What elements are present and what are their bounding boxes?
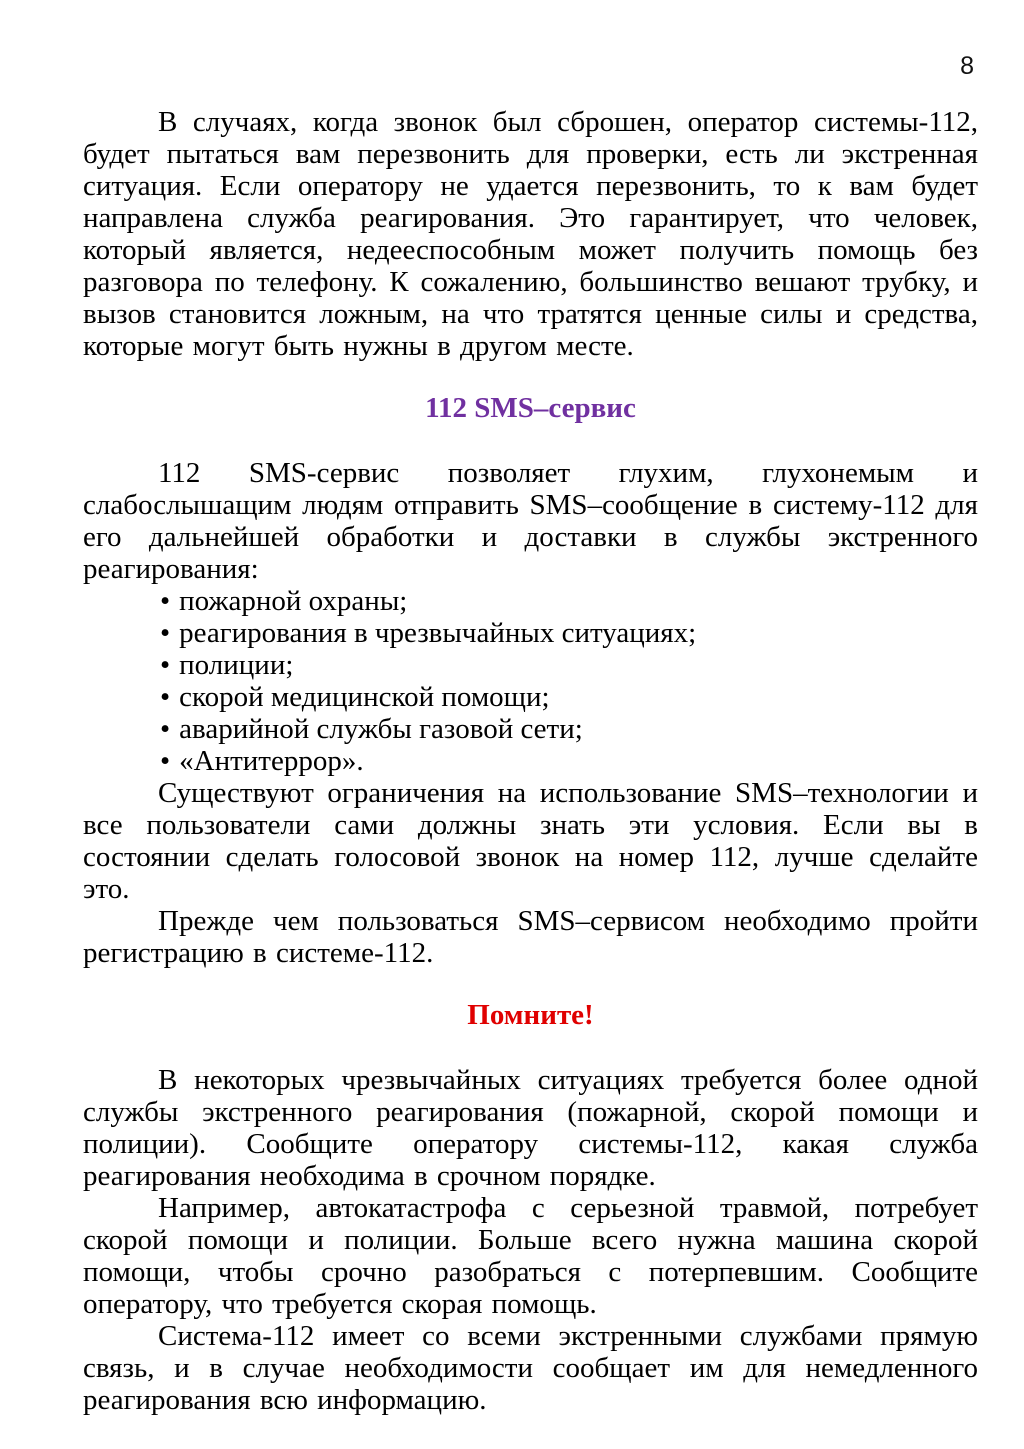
paragraph-direct-communication: Система-112 имеет со всеми экстренными службами прямую связь, и в случае необходимости сообщает им для немедленного реагирования всю информацию. — [83, 1320, 978, 1416]
paragraph-multiple-services: В некоторых чрезвычайных ситуациях требуется более одной службы экстренного реагирования (пожарной, скорой помощи и полиции). Сообщите оператору системы-112, какая служба реагирования необходима в срочном порядке. — [83, 1064, 978, 1192]
paragraph-accident-example: Например, автокатастрофа с серьезной травмой, потребует скорой помощи и полиции. Больше всего нужна машина скорой помощи, чтобы срочно разобраться с потерпевшим. Сообщите оператору, что требуется скорая помощь. — [83, 1192, 978, 1320]
heading-sms-service: 112 SMS–сервис — [425, 392, 636, 424]
bullet-item-fire: • пожарной охраны; — [83, 585, 978, 617]
bullet-item-police: • полиции; — [83, 649, 978, 681]
paragraph-sms-registration: Прежде чем пользоваться SMS–сервисом необходимо пройти регистрацию в системе-112. — [83, 905, 978, 969]
bullet-item-emergency-response: • реагирования в чрезвычайных ситуациях; — [83, 617, 978, 649]
heading-remember: Помните! — [467, 999, 594, 1031]
page-number: 8 — [960, 52, 974, 80]
paragraph-dropped-call: В случаях, когда звонок был сброшен, оператор системы-112, будет пытаться вам перезвонить для проверки, есть ли экстренная ситуация. Если оператору не удается перезвонить, то к вам будет направлена служба реагирования. Это гарантирует, что человек, который является, недееспособным может получить помощь без разговора по телефону. К сожалению, большинство вешают трубку, и вызов становится ложным, на что тратятся ценные силы и средства, которые могут быть нужны в другом месте. — [83, 106, 978, 362]
paragraph-sms-restrictions: Существуют ограничения на использование SMS–технологии и все пользователи сами должны знать эти условия. Если вы в состоянии сделать голосовой звонок на номер 112, лучше сделайте это. — [83, 777, 978, 905]
paragraph-sms-intro: 112 SMS-сервис позволяет глухим, глухонемым и слабослышащим людям отправить SMS–сообщение в систему-112 для его дальнейшей обработки и доставки в службы экстренного реагирования: — [83, 457, 978, 585]
bullet-item-gas-service: • аварийной службы газовой сети; — [83, 713, 978, 745]
bullet-item-antiterror: • «Антитеррор». — [83, 745, 978, 777]
emergency-services-bullet-list — [83, 585, 978, 777]
bullet-item-ambulance: • скорой медицинской помощи; — [83, 681, 978, 713]
